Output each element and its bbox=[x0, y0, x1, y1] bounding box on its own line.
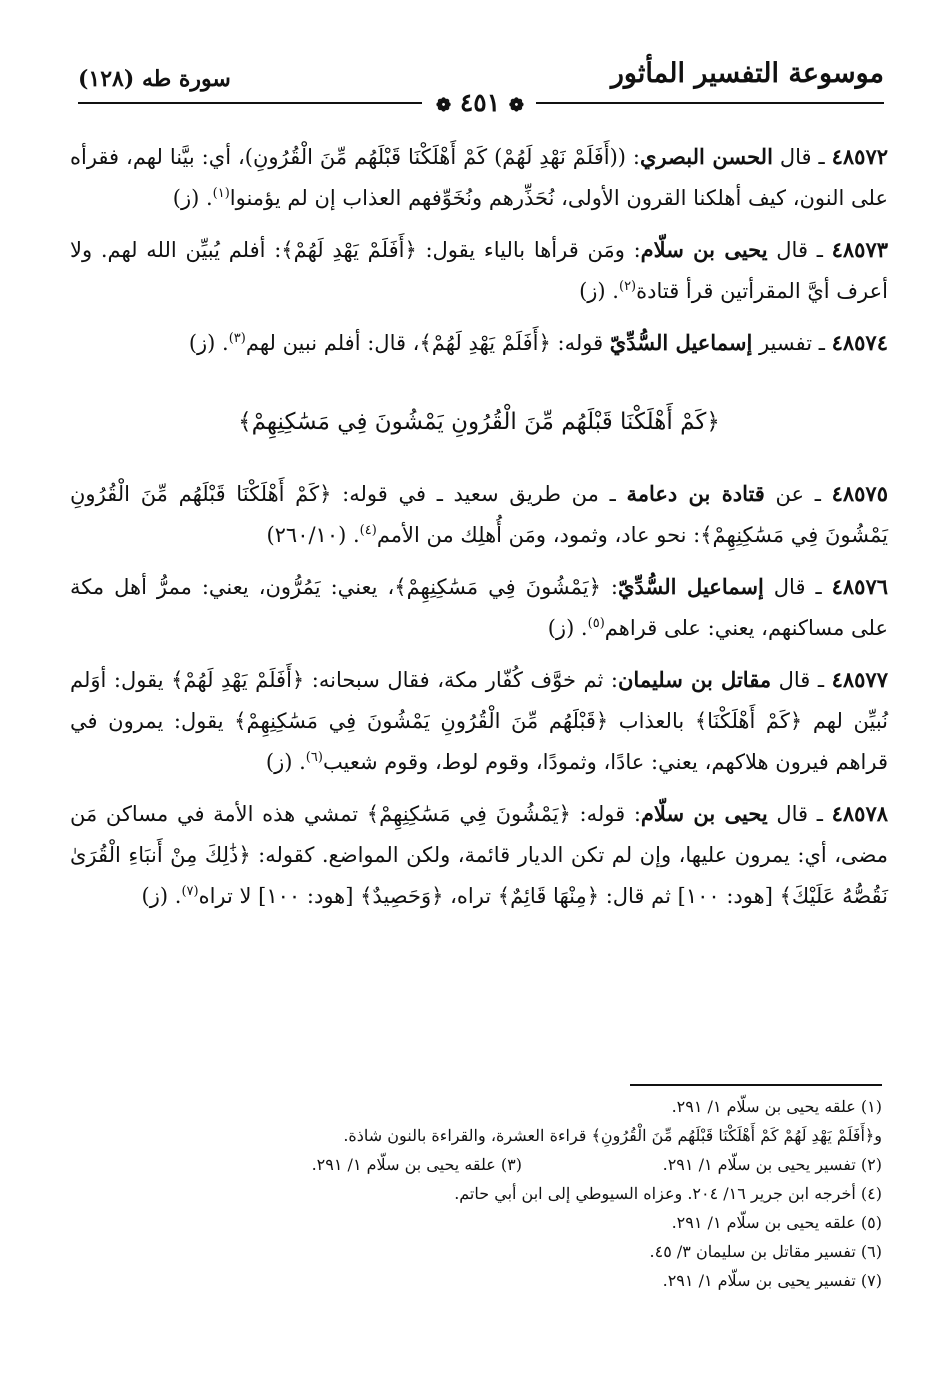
narration-text: ـ من طريق سعيد ـ في قوله: ﴿كَمْ أَهْلَكْنَا قَبْلَهُم مِّنَ الْقُرُونِ يَمْشُونَ فِي مَسَٰكِنِهِمْ﴾: نحو عاد، وثمود، ومَن أُهلِك من الأمم bbox=[70, 482, 888, 547]
narrator-name: يحيى بن سلّام bbox=[640, 801, 768, 826]
narration-48576 bbox=[70, 566, 888, 649]
header-rule-left bbox=[78, 102, 422, 104]
narration-intro: ـ تفسير bbox=[752, 331, 832, 355]
footnote-3: (٣) علقه يحيى بن سلّام ١/ ٢٩١. bbox=[311, 1155, 522, 1174]
footnote-ref[interactable]: (٣) bbox=[228, 331, 246, 346]
footnote-ref[interactable]: (٥) bbox=[587, 616, 605, 631]
narration-48573 bbox=[70, 229, 888, 312]
page-number bbox=[430, 88, 530, 117]
narration-text: : ثم خوَّف كُفّار مكة، فقال سبحانه: ﴿أَفَلَمْ يَهْدِ لَهُمْ﴾ يقول: أوَلم نُبيِّن لهم ﴿كَمْ أَهْلَكْنَا﴾ بالعذاب ﴿قَبْلَهُم مِّنَ الْقُرُونِ يَمْشُونَ فِي مَسَٰكِنِهِمْ﴾ يقول: يمرون في قراهم فيرون هلاكهم، يعني: عادًا، وثمودًا، وقوم لوط، وقوم شعيب bbox=[70, 668, 888, 774]
narration-48575 bbox=[70, 473, 888, 556]
footnote-6: (٦) تفسير مقاتل بن سليمان ٣/ ٤٥. bbox=[649, 1242, 882, 1261]
narration-source: . (ز) bbox=[172, 186, 213, 210]
narration-text: : قوله: ﴿يَمْشُونَ فِي مَسَٰكِنِهِمْ﴾ تمشي هذه الأمة في مساكن مَن مضى، أي: يمرون عليها، وإن لم تكن الديار قائمة، ولكن المواضع. كقوله: ﴿ذَٰلِكَ مِنْ أَنبَاءِ الْقُرَىٰ نَقُصُّهُ عَلَيْكَ﴾ [هود: ١٠٠] ثم قال: ﴿مِنْهَا قَائِمٌ﴾ تراه، ﴿وَحَصِيدٌ﴾ [هود: ١٠٠] لا تراه bbox=[70, 802, 888, 908]
narration-48577 bbox=[70, 659, 888, 783]
narration-48574 bbox=[70, 322, 888, 364]
narration-text: : ومَن قرأها بالياء يقول: ﴿أَفَلَمْ يَهْدِ لَهُمْ﴾: أفلم يُبيِّن الله لهم. ولا أعرف أيَّ المقرأتين قرأ قتادة bbox=[70, 238, 888, 303]
narration-source: . (٢٦٠/١٠) bbox=[266, 523, 360, 547]
verse-heading: ﴿كَمْ أَهْلَكْنَا قَبْلَهُم مِّنَ الْقُرُونِ يَمْشُونَ فِي مَسَٰكِنِهِمْ﴾ bbox=[238, 409, 720, 435]
narrator-name: قتادة بن دعامة bbox=[626, 481, 765, 506]
footnote-ref[interactable]: (٢) bbox=[618, 279, 637, 294]
narration-source: . (ز) bbox=[141, 884, 182, 908]
ornament-icon: ❁ bbox=[508, 95, 524, 116]
narration-text: : ((أَفَلَمْ نَهْدِ لَهُمْ) كَمْ أَهْلَكْنَا قَبْلَهُم مِّنَ الْقُرُونِ)، أي: بيَّنا لهم، فقرأه على النون، كيف أهلكنا القرون الأولى، نُحَذِّرهم ونُخَوِّفهم العذاب إن لم يؤمنوا bbox=[70, 145, 888, 210]
surah-label: سورة طه (١٢٨) bbox=[78, 66, 231, 92]
narration-source: . (ز) bbox=[547, 616, 588, 640]
narration-intro: ـ قال bbox=[772, 145, 832, 169]
header-rule-right bbox=[536, 102, 884, 104]
footnote-1-note: و﴿أَفَلَمْ يَهْدِ لَهُمْ كَمْ أَهْلَكْنَا قَبْلَهُم مِّنَ الْقُرُونِ﴾ قراءة العشرة، والقراءة بالنون شاذة. bbox=[343, 1126, 882, 1145]
ornament-icon: ❁ bbox=[436, 95, 452, 116]
narration-intro: ـ عن bbox=[764, 482, 832, 506]
narrator-name: إسماعيل السُّدِّيّ bbox=[618, 574, 764, 599]
narration-intro: ـ قال bbox=[767, 802, 832, 826]
narration-intro: ـ قال bbox=[767, 238, 832, 262]
footnote-7: (٧) تفسير يحيى بن سلّام ١/ ٢٩١. bbox=[662, 1271, 882, 1290]
book-title: موسوعة التفسير المأثور bbox=[610, 58, 884, 89]
footnote-ref[interactable]: (٦) bbox=[305, 750, 323, 765]
narration-intro: ـ قال bbox=[763, 575, 832, 599]
narration-source: . (ز) bbox=[265, 750, 306, 774]
narrator-name: الحسن البصري bbox=[640, 144, 773, 169]
footnote-5: (٥) علقه يحيى بن سلّام ١/ ٢٩١. bbox=[671, 1213, 882, 1232]
narrator-name: يحيى بن سلّام bbox=[640, 237, 768, 262]
narration-number: ٤٨٥٧٤ bbox=[831, 330, 888, 355]
footnotes bbox=[70, 1092, 882, 1295]
footnote-ref[interactable]: (٧) bbox=[181, 884, 199, 899]
narration-number: ٤٨٥٧٨ bbox=[831, 801, 889, 826]
narration-number: ٤٨٥٧٢ bbox=[831, 144, 889, 169]
narration-text: قوله: ﴿أَفَلَمْ يَهْدِ لَهُمْ﴾، قال: أفلم نبين لهم bbox=[245, 331, 610, 355]
footnote-separator bbox=[630, 1084, 882, 1086]
narration-number: ٤٨٥٧٦ bbox=[831, 574, 889, 599]
narration-text: : ﴿يَمْشُونَ فِي مَسَٰكِنِهِمْ﴾، يعني: يَمُرُّون، يعني: ممرُّ أهل مكة على مساكنهم، يعني: على قراهم bbox=[70, 575, 888, 640]
narration-intro: ـ قال bbox=[771, 668, 832, 692]
narration-source: . (ز) bbox=[188, 331, 229, 355]
footnote-1: (١) علقه يحيى بن سلّام ١/ ٢٩١. bbox=[671, 1097, 882, 1116]
footnote-ref[interactable]: (٤) bbox=[359, 523, 377, 538]
footnote-2: (٢) تفسير يحيى بن سلّام ١/ ٢٩١. bbox=[662, 1155, 882, 1174]
page-number-text: ٤٥١ bbox=[459, 88, 501, 117]
narration-48578 bbox=[70, 793, 888, 917]
narration-number: ٤٨٥٧٧ bbox=[831, 667, 888, 692]
footnote-row bbox=[70, 1150, 882, 1179]
footnote-4: (٤) أخرجه ابن جرير ١٦/ ٢٠٤. وعزاه السيوطي إلى ابن أبي حاتم. bbox=[454, 1184, 882, 1203]
narration-source: . (ز) bbox=[579, 279, 619, 303]
narration-48572 bbox=[70, 136, 888, 219]
narrator-name: إسماعيل السُّدِّيّ bbox=[609, 330, 753, 355]
narration-number: ٤٨٥٧٥ bbox=[831, 481, 888, 506]
footnote-ref[interactable]: (١) bbox=[212, 186, 230, 201]
main-text bbox=[70, 136, 888, 927]
narrator-name: مقاتل بن سليمان bbox=[618, 667, 772, 692]
narration-number: ٤٨٥٧٣ bbox=[831, 237, 889, 262]
